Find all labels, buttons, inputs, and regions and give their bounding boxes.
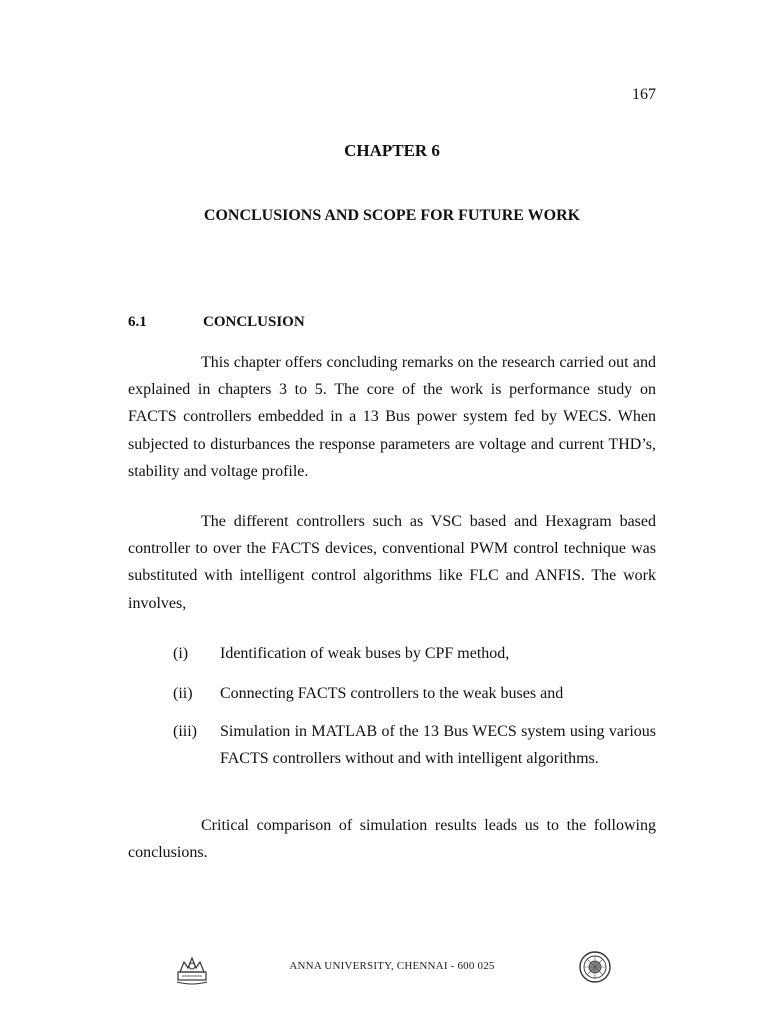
paragraph <box>128 812 656 866</box>
list-item-text: Simulation in MATLAB of the 13 Bus WECS system using various FACTS controllers without and with intelligent algorithms. <box>220 723 656 767</box>
paragraph <box>128 508 656 617</box>
paragraph-text: The different controllers such as VSC based and Hexagram based controller to over the FACTS devices, conventional PWM control technique was substituted with intelligent control algorithms like FLC and ANFIS. The work involves, <box>128 513 656 612</box>
list-marker: (ii) <box>173 685 193 702</box>
list-item-text: Connecting FACTS controllers to the weak buses and <box>220 685 564 702</box>
footer-text: ANNA UNIVERSITY, CHENNAI - 600 025 <box>289 960 495 972</box>
paragraph <box>128 349 656 485</box>
paragraph-text: This chapter offers concluding remarks on the research carried out and explained in chapters 3 to 5. The core of the work is performance study on FACTS controllers embedded in a 13 Bus power system fed by WECS. When subjected to disturbances the response parameters are voltage and current THD’s, stability and voltage profile. <box>128 354 656 480</box>
page-number: 167 <box>632 86 656 103</box>
section-title: CONCLUSION <box>203 314 305 330</box>
list-item <box>173 718 656 772</box>
page-footer <box>0 948 768 988</box>
chapter-title: CONCLUSIONS AND SCOPE FOR FUTURE WORK <box>203 207 581 224</box>
list-item <box>173 680 656 707</box>
paragraph-text: Critical comparison of simulation results leads us to the following conclusions. <box>128 817 656 862</box>
section-number: 6.1 <box>128 314 147 330</box>
university-seal-icon <box>578 950 612 984</box>
list-marker: (i) <box>173 645 189 662</box>
section-heading <box>128 314 305 331</box>
list-item-text: Identification of weak buses by CPF method, <box>220 645 510 662</box>
chapter-label: CHAPTER 6 <box>344 141 440 160</box>
list-item <box>173 640 656 667</box>
list-marker: (iii) <box>173 723 197 740</box>
